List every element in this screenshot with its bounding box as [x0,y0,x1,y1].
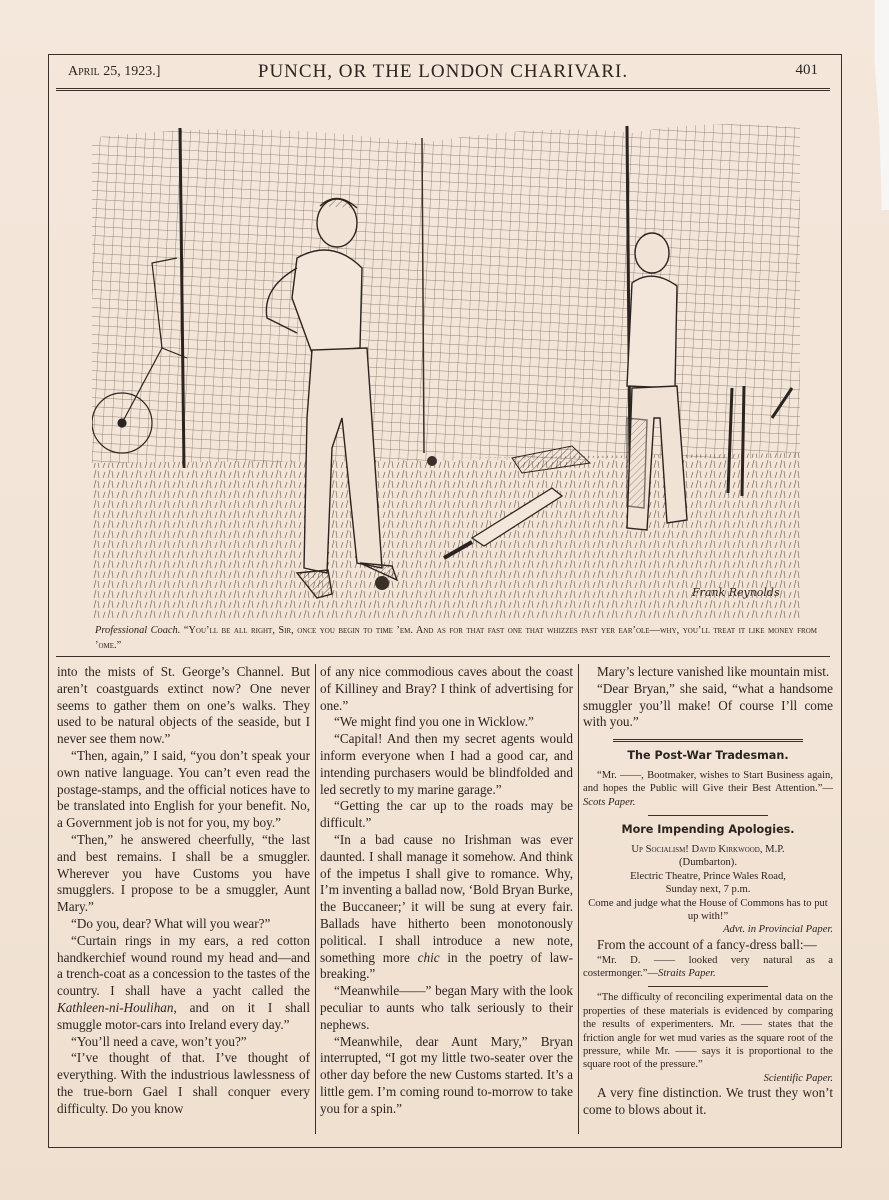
running-header [56,58,830,91]
paragraph: “You’ll need a cave, won’t you?” [71,1033,247,1049]
section-heading: More Impending Apologies. [621,823,795,837]
paragraph: into the mists of St. George’s Channel. But aren’t coastguards extinct now? One never seems to gather them on one’s walks. They used to be natural objects of the seaside, but I never see them now.” [57,664,310,747]
cricket-ball-2 [427,456,437,466]
text-column-2 [320,664,573,1118]
quoted-line: Electric Theatre, Prince Wales Road, [630,870,786,882]
text-column-1 [57,664,310,1118]
paragraph: “Capital! And then my secret agents would inform everyone when I had a good car, and intending purchasers would be blindfolded and led secretly to my marine garage.” [320,731,573,797]
quoted-item: “Mr. D. —— looked very natural as a costermonger.”—Straits Paper. [583,954,833,980]
header-title: PUNCH, OR THE LONDON CHARIVARI. [257,61,629,82]
quoted-item: “The difficulty of reconciling experimental data on the properties of these materials is evidenced by comparing the results of experimenters. Mr. —— states that the friction angle for wet mud varies as the square root of the pressure, while Mr. —— says it is proportional to the square root of the pressure.” [583,992,833,1071]
text-column-3 [583,664,833,1119]
cartoon-caption [95,623,817,653]
paragraph: “Getting the car up to the roads may be difficult.” [320,798,573,831]
quoted-line: Up Socialism! David Kirkwood, M.P. [631,844,785,855]
cricket-net [92,124,800,468]
section-rule [613,739,803,742]
section-rule [648,986,768,987]
paragraph: A very fine distinction. We trust they won’t come to blows about it. [583,1085,833,1118]
page-number: 401 [795,62,818,78]
header-date: April 25, 1923.] [68,64,161,79]
quoted-source: Advt. in Provincial Paper. [723,924,833,936]
paragraph: “Meanwhile——” began Mary with the look peculiar to aunts who talk seriously to their nephews. [320,983,573,1032]
paragraph: “Then,” he answered cheerfully, “the last and best remains. I shall be a smuggler. Wherever you have Customs you have smugglers. I propose to be a smuggler, Aunt Mary.” [57,831,310,915]
caption-text: “You’ll be all right, Sir, once you begin to time ’em. And as for that fast one that whizzes past yer ear’ole—why, you’ll treat it like money from ’ome.” [95,625,817,651]
section-heading: The Post-War Tradesman. [627,749,789,763]
paragraph: “Do you, dear? What will you wear?” [71,915,271,931]
cricket-ball [375,576,389,590]
paragraph: “Dear Bryan,” she said, “what a handsome smuggler you’ll make! Of course I’ll come with you.” [583,680,833,730]
caption-divider [56,656,830,657]
cartoon-illustration [92,118,800,618]
quoted-line: Come and judge what the House of Commons has to put up with!” [588,897,828,923]
quoted-line: (Dumbarton). [679,857,737,869]
artist-signature: Frank Reynolds [692,586,780,599]
paragraph: of any nice commodious caves about the coast of Killiney and Bray? I think of advertising for one.” [320,664,573,713]
column-rule-2 [578,664,579,1134]
paragraph: “Meanwhile, dear Aunt Mary,” Bryan interrupted, “I got my little two-seater over the other day before the new Customs started. It’s a little gem. I’m coming round to-morrow to take you for a spin.” [320,1033,573,1116]
quoted-source: Scientific Paper. [763,1072,833,1084]
paragraph: “We might find you one in Wicklow.” [334,714,534,730]
quoted-line: Sunday next, 7 p.m. [665,884,751,896]
section-rule [648,815,768,816]
column-rule-1 [315,664,316,1134]
paragraph: From the account of a fancy-dress ball:— [597,936,817,952]
paragraph: “In a bad cause no Irishman was ever daunted. I shall manage it somehow. And think of the impetus I shall give to romance. Why, I’m inventing a ballad now, ‘Bold Bryan Burke, the Buccaneer;’ it will be sung at every fair. Ballads have hitherto been monotonously political. I shall introduce a new note, something more chic in the poetry of law-breaking.” [320,831,573,982]
paragraph: Mary’s lecture vanished like mountain mist. [597,664,830,679]
caption-speaker: Professional Coach. [95,625,181,636]
quoted-item: “Mr. ——, Bootmaker, wishes to Start Business again, and hopes the Public will Give their Best Attention.”—Scots Paper. [583,769,833,808]
paragraph: “I’ve thought of that. I’ve thought of everything. With the industrious lawlessness of the true-born Gael I shall conquer every difficulty. Do you know [57,1050,310,1116]
paragraph: “Then, again,” I said, “you don’t speak your own native language. You can’t even read the postage-stamps, and the official notices have to be translated into English for your benefit. No, a Government job is not for you, my boy.” [57,747,310,831]
paragraph: “Curtain rings in my ears, a red cotton handkerchief wound round my head and—and a trench-coat as a concession to the tastes of the country. I shall have a yacht called the Kathleen-ni-Houlihan, and on it I shall smuggle motor-cars into Ireland every day.” [57,932,310,1032]
